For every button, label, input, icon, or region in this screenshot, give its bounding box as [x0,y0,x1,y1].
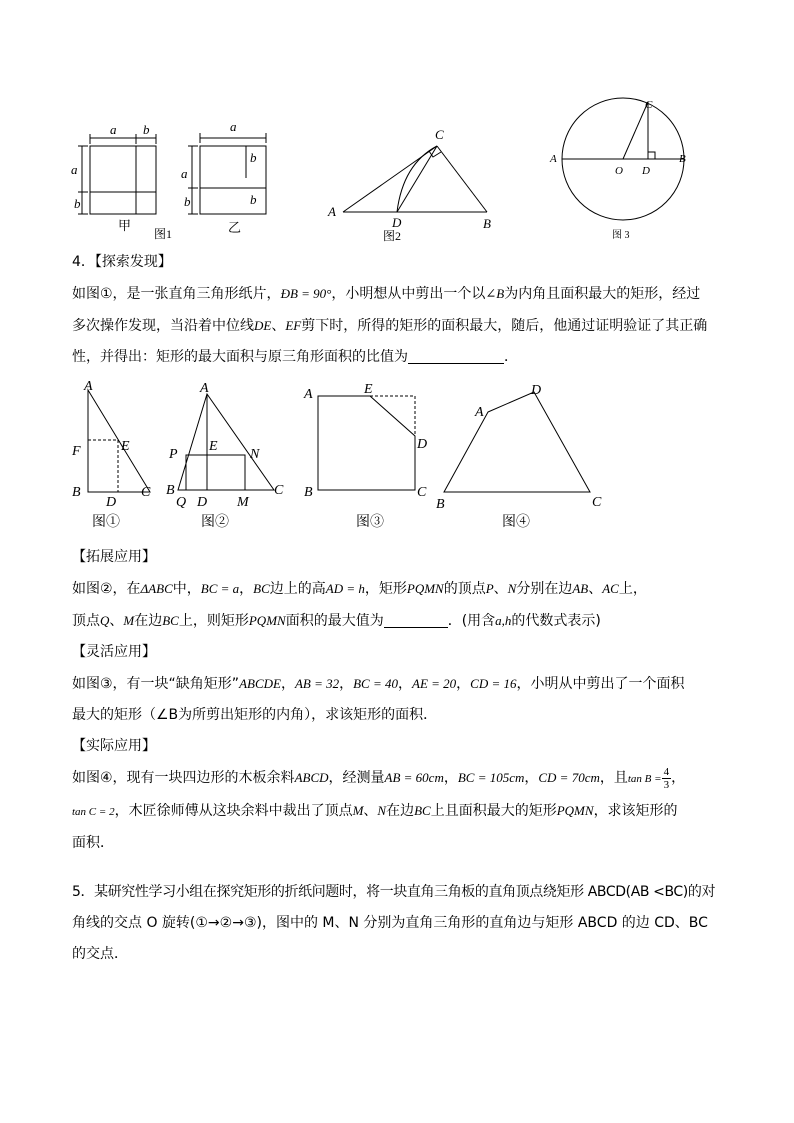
f2-label-m: M [237,495,249,510]
f2-label-d: D [197,495,208,510]
yi-b-bottom-right: b [250,192,257,207]
fig3-label-d: D [642,165,650,177]
jia-caption: 甲 [118,218,132,233]
q5-line3: 的交点． [72,946,128,962]
extension-title: 【拓展应用】 [72,549,156,565]
flexible-title: 【灵活应用】 [72,644,156,660]
f3-label-b: B [304,485,313,500]
f4-label-a: A [475,405,484,420]
q5-line2: 角线的交点 O 旋转(①→②→③)，图中的 M、N 分别为直角三角形的直角边与矩形 ABCD 的边 CD、BC [72,915,708,931]
figure-q4-3 [300,378,445,538]
fig3-label-b: B [679,153,686,165]
extension-line2: 顶点Q、M在边BC上，则矩形PQMN面积的最大值为 ．(用含a,h的代数式表示) [72,613,601,629]
q4-body [72,542,722,859]
flexible-line1: 如图③，有一块“缺角矩形”ABCDE，AB = 32，BC = 40，AE = 20，CD = 16，小明从中剪出了一个面积 [72,676,685,692]
f2-caption: 图② [201,515,229,530]
f2-label-p: P [169,447,178,462]
q5-line1: 5．某研究性学习小组在探究矩形的折纸问题时，将一块直角三角板的直角顶点绕矩形 ABCD(AB <BC)的对 [72,884,716,900]
fig3-label-c: C [645,99,653,111]
yi-a-top: a [230,119,237,134]
practical-line3: 面积． [72,835,114,851]
q5-body [72,877,722,970]
fig3-label-a: A [550,153,557,165]
jia-a-top: a [110,122,117,137]
jia-b-side: b [74,196,81,211]
fig2-caption: 图2 [383,229,402,243]
figure-2 [325,124,500,242]
f2-label-q: Q [176,495,187,510]
f1-caption: 图① [92,515,120,530]
f3-label-d: D [417,437,428,452]
f1-label-d: D [106,495,117,510]
fig2-label-d: D [392,215,402,230]
f3-label-a: A [304,387,313,402]
f3-label-e: E [364,382,373,397]
f2-label-c: C [274,483,284,498]
f1-label-f: F [72,444,81,459]
practical-line1: 如图④，现有一块四边形的木板余料ABCD，经测量AB = 60cm，BC = 105cm，CD = 70cm，且tan B = $\frac{4}{3}$ ， [72,765,686,791]
q4-line1: 如图①，是一张直角三角形纸片，ÐB = 90°，小明想从中剪出一个以∠B为内角且面积最大的矩形，经过 [72,286,701,302]
flexible-line2: 最大的矩形（∠B为所剪出矩形的内角），求该矩形的面积． [72,707,438,723]
fig2-label-b: B [483,216,491,231]
yi-b-right: b [250,150,257,165]
f2-label-b: B [166,483,175,498]
yi-b-side: b [184,194,191,209]
figure-q4-4 [430,378,610,538]
figure-q4-2 [164,378,294,538]
fig2-label-c: C [435,127,444,142]
jia-fig-label: 图1 [154,227,173,241]
f1-label-e: E [121,439,130,454]
q4-title: 4．【探索发现】 [72,254,172,270]
f4-label-c: C [592,495,602,510]
jia-a-side: a [71,162,78,177]
f4-label-d: D [531,383,542,398]
f2-label-a: A [200,381,209,396]
figure-3 [540,92,700,244]
f2-label-n: N [250,447,260,462]
f3-caption: 图③ [356,515,384,530]
f1-label-a: A [84,379,93,394]
q4-line3: 性，并得出：矩形的最大面积与原三角形面积的比值为 ． [72,349,518,365]
f3-label-c: C [417,485,427,500]
figure-q4-1 [66,378,166,538]
fig3-caption: 图 3 [612,230,630,241]
f4-caption: 图④ [502,515,530,530]
answer-blank-ratio[interactable] [408,347,504,364]
figure-yi [176,118,276,238]
yi-caption: 乙 [228,220,242,235]
fig2-label-a: A [328,204,336,219]
extension-line1: 如图②，在ΔABC中，BC = a，BC边上的高AD = h，矩形PQMN的顶点P、N分别在边AB、AC上， [72,581,647,597]
f1-label-b: B [72,485,81,500]
f2-label-e: E [209,439,218,454]
figure-jia [66,122,173,242]
fig3-label-o: O [615,165,623,177]
fraction-4-3: $\frac{4}{3}$ [663,765,670,791]
q4-intro [72,247,722,373]
f4-label-b: B [436,497,445,512]
practical-line2: tan C = 2，木匠徐师傅从这块余料中裁出了顶点M、N在边BC上且面积最大的矩形PQMN，求该矩形的 [72,803,678,819]
yi-a-side: a [181,166,188,181]
answer-blank-max-area[interactable] [384,611,448,628]
f1-label-c: C [141,485,151,500]
practical-title: 【实际应用】 [72,738,156,754]
jia-b-top: b [143,122,150,137]
q4-line2: 多次操作发现，当沿着中位线DE、EF剪下时，所得的矩形的面积最大，随后，他通过证明验证了其正确 [72,318,708,334]
